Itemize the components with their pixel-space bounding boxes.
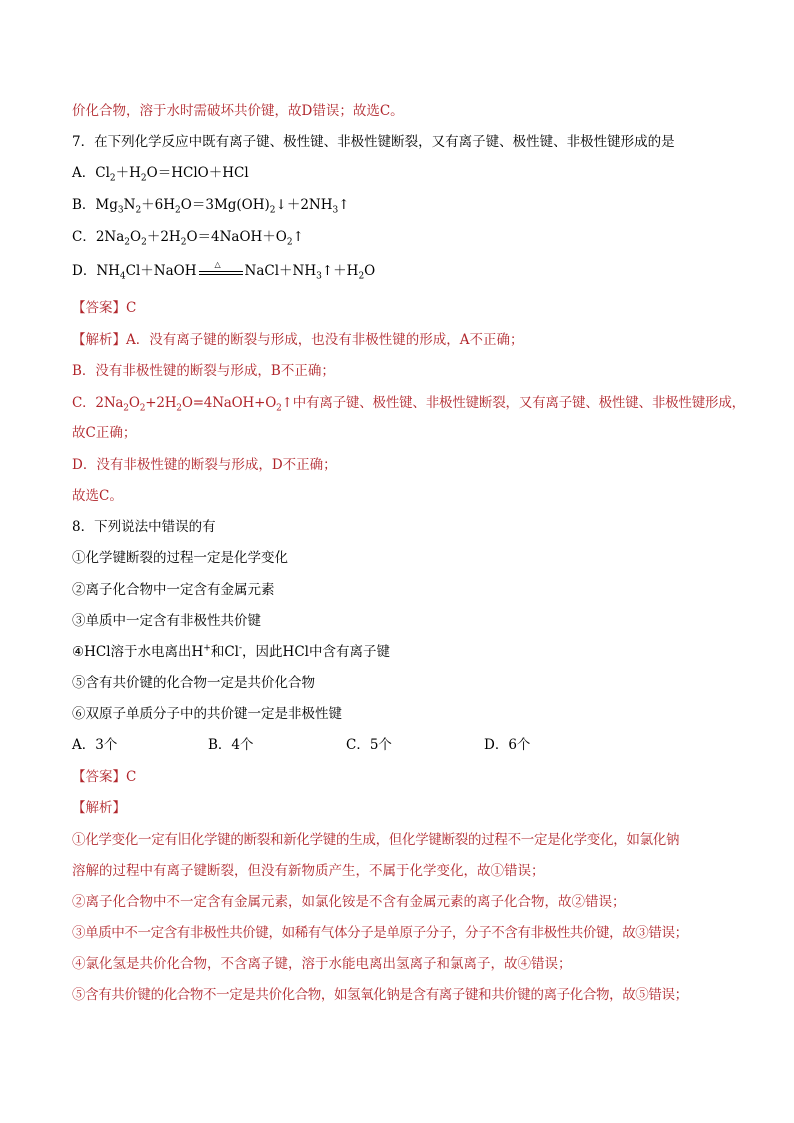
explanation-8-item-1-cont: 溶解的过程中有离子键断裂，但没有新物质产生，不属于化学变化，故①错误； [72,863,545,879]
explanation-8-item-4: ④氯化氢是共价化合物，不含离子键，溶于水能电离出氢离子和氯离子，故④错误； [72,956,572,972]
explanation-8-item-2: ②离子化合物中不一定含有金属元素，如氯化铵是不含有金属元素的离子化合物，故②错误； [72,894,626,910]
question-8-option-b: B．4个 [208,737,254,753]
question-8-stem: 8．下列说法中错误的有 [72,519,216,535]
answer-7: 【答案】C [72,300,137,316]
explanation-7-a: 【解析】A．没有离子键的断裂与形成，也没有非极性键的形成，A不正确； [72,332,524,348]
statement-1: ①化学键断裂的过程一定是化学变化 [72,550,288,566]
explanation-7-conclusion: 故选C。 [72,488,123,504]
question-8-option-a: A．3个 [72,737,118,753]
explanation-8-item-3: ③单质中不一定含有非极性共价键，如稀有气体分子是单原子分子，分子不含有非极性共价键，故③错误； [72,925,688,941]
statement-4: ④HCl溶于水电离出H+和Cl-，因此HCl中含有离子键 [72,643,390,660]
explanation-8-heading: 【解析】 [72,800,126,816]
explanation-7-c: C．$2Na_2O_2+2H_2O=4NaOH+O_2↑$中有离子键、极性键、非极性键断裂，又有离子键、极性键、非极性键形成， [72,395,745,414]
explanation-7-c-cont: 故C正确； [72,425,137,441]
explanation-7-b: B．没有非极性键的断裂与形成，B不正确； [72,363,335,379]
statement-3: ③单质中一定含有非极性共价键 [72,613,261,629]
question-7-stem: 7．在下列化学反应中既有离子键、极性键、非极性键断裂，又有离子键、极性键、非极性键形成的是 [72,134,675,150]
statement-6: ⑥双原子单质分子中的共价键一定是非极性键 [72,706,342,722]
answer-8: 【答案】C [72,769,137,785]
question-8-option-c: C．5个 [346,737,392,753]
explanation-8-item-5: ⑤含有共价键的化合物不一定是共价化合物，如氢氧化钠是含有离子键和共价键的离子化合物，故⑤错误； [72,987,688,1003]
heating-equals-sign: △ [199,266,243,278]
question-7-option-c: C．$2Na_2O_2+2H_2O=4NaOH+O_2↑$ [72,229,304,248]
prev-explanation-tail: 价化合物，溶于水时需破坏共价键，故D错误；故选C。 [72,103,404,119]
statement-5: ⑤含有共价键的化合物一定是共价化合物 [72,675,315,691]
question-8-option-d: D．6个 [484,737,531,753]
question-7-option-d: D．$NH_4Cl+NaOH$ △ $NaCl+NH_3↑+H_2O$ [72,259,376,282]
statement-2: ②离子化合物中一定含有金属元素 [72,582,275,598]
explanation-8-item-1: ①化学变化一定有旧化学键的断裂和新化学键的生成，但化学键断裂的过程不一定是化学变化，如氯化钠 [72,832,680,848]
explanation-7-d: D．没有非极性键的断裂与形成，D不正确； [72,457,337,473]
question-7-option-b: B．$Mg_3N_2+6H_2O=3Mg(OH)_2↓+2NH_3↑$ [72,197,350,216]
question-7-option-a: A．$Cl_2+H_2O=HClO+HCl$ [72,165,249,184]
